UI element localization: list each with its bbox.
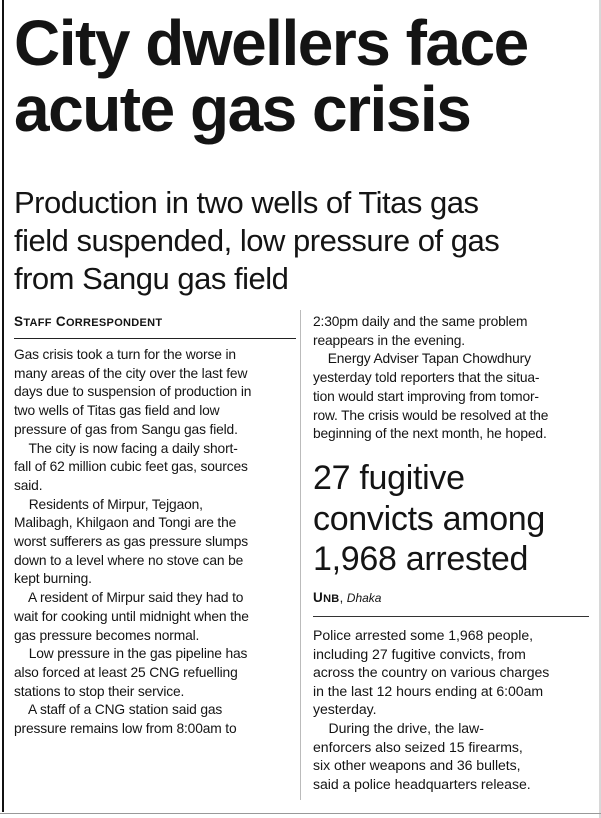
text-line: Malibagh, Khilgaon and Tongi are the	[14, 515, 237, 531]
text-line: 2:30pm daily and the same problem	[313, 314, 528, 329]
column-divider	[300, 310, 301, 800]
text-line: Residents of Mirpur, Tejgaon,	[14, 496, 203, 512]
article-body-column-2	[313, 313, 588, 444]
text-line: Gas crisis took a turn for the worse in	[14, 347, 236, 362]
text-line: worst sufferers as gas pressure slumps	[14, 534, 249, 550]
byline-dateline: Dhaka	[346, 591, 382, 605]
text-line: stations to stop their service.	[14, 683, 185, 699]
article-body-column-1	[14, 346, 296, 739]
byline-small-caps: TAFF	[23, 317, 52, 329]
text-line: The city is now facing a daily short-	[14, 440, 238, 456]
text-line: Low pressure in the gas pipeline has	[14, 646, 248, 662]
text-line: said a police headquarters release.	[313, 775, 531, 792]
text-line: kept burning.	[14, 571, 92, 587]
byline-staff-correspondent	[14, 314, 292, 329]
text-line: A resident of Mirpur said they had to	[14, 590, 244, 606]
byline-underline	[313, 616, 589, 617]
byline-initial: C	[55, 314, 66, 329]
headline-line: City dwellers face	[14, 7, 528, 79]
text-line: tion would start improving from tomor-	[313, 388, 539, 404]
text-line: said.	[14, 477, 43, 493]
byline-initial: U	[313, 590, 324, 605]
byline-initial: S	[14, 314, 24, 329]
text-line: many areas of the city over the last few	[14, 365, 248, 381]
text-line: down to a level where no stove can be	[14, 552, 244, 568]
second-article-body	[313, 626, 589, 793]
text-line: pressure of gas from Sangu gas field.	[14, 421, 238, 437]
text-line: six other weapons and 36 bullets,	[313, 757, 521, 774]
text-line: across the country on various charges	[313, 664, 550, 681]
text-line: row. The crisis would be resolved at the	[313, 407, 549, 423]
text-line: days due to suspension of production in	[14, 384, 252, 400]
text-line: in the last 12 hours ending at 6:00am	[313, 682, 544, 699]
second-headline-line: 27 fugitive	[313, 459, 465, 497]
text-line: Energy Adviser Tapan Chowdhury	[313, 351, 531, 367]
second-headline-line: convicts among	[313, 499, 546, 538]
left-border-rule	[2, 0, 4, 812]
sub-headline-line: from Sangu gas field	[14, 261, 289, 296]
text-line: yesterday.	[313, 701, 377, 718]
byline-small-caps: ORRESPONDENT	[65, 317, 163, 329]
text-line: gas pressure becomes normal.	[14, 627, 200, 643]
second-headline-line: 1,968 arrested	[313, 540, 529, 578]
second-article-headline	[313, 458, 593, 580]
byline-unb	[313, 590, 583, 605]
text-line: wait for cooking until midnight when the	[14, 608, 249, 624]
bottom-border-rule	[0, 813, 601, 814]
text-line: Police arrested some 1,968 people,	[313, 627, 534, 643]
byline-underline	[14, 338, 296, 339]
headline-line: acute gas crisis	[14, 73, 471, 145]
text-line: yesterday told reporters that the situa-	[313, 370, 540, 386]
text-line: During the drive, the law-	[313, 719, 484, 736]
text-line: beginning of the next month, he hoped.	[313, 426, 547, 442]
byline-small-caps: NB	[323, 593, 340, 605]
text-line: pressure remains low from 8:00am to	[14, 721, 237, 737]
text-line: enforcers also seized 15 firearms,	[313, 738, 523, 755]
text-line: two wells of Titas gas field and low	[14, 403, 220, 419]
text-line: also forced at least 25 CNG refuelling	[14, 664, 238, 680]
sub-headline	[14, 184, 594, 298]
text-line: including 27 fugitive convicts, from	[313, 645, 526, 662]
sub-headline-line: Production in two wells of Titas gas	[14, 185, 479, 220]
sub-headline-line: field suspended, low pressure of gas	[14, 223, 500, 258]
text-line: fall of 62 million cubic feet gas, sources	[14, 459, 248, 475]
byline-separator: ,	[339, 590, 347, 605]
text-line: A staff of a CNG station said gas	[14, 702, 223, 718]
text-line: reappears in the evening.	[313, 332, 465, 348]
main-headline	[14, 7, 594, 145]
byline-agency	[313, 590, 340, 605]
